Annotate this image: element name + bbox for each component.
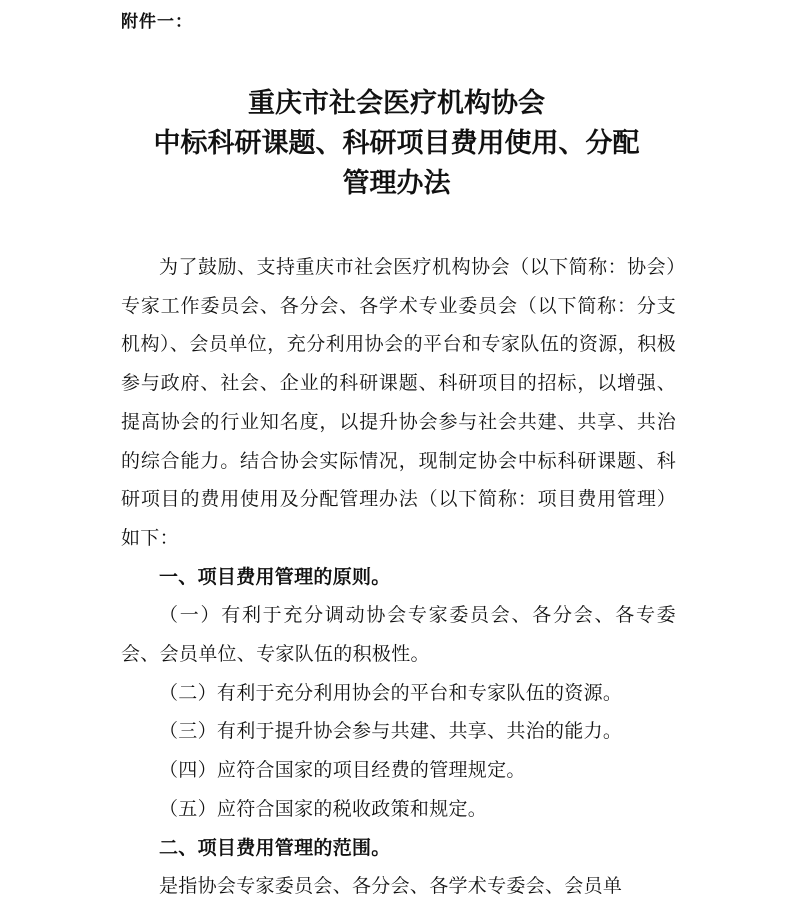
section1-item-1: （一）有利于充分调动协会专家委员会、各分会、各专委会、会员单位、专家队伍的积极性。 <box>121 604 676 666</box>
section2-heading: 二、项目费用管理的范围。 <box>159 836 391 859</box>
document-title-line3: 管理办法 <box>342 168 451 199</box>
section1-heading: 一、项目费用管理的原则。 <box>159 565 391 588</box>
attachment-label: 附件一： <box>121 12 193 32</box>
document-body <box>121 248 676 906</box>
section1-item-2: （二）有利于充分利用协会的平台和专家队伍的资源。 <box>159 681 623 704</box>
section2-text: 是指协会专家委员会、各分会、各学术专委会、会员单 <box>159 875 623 898</box>
section1-item-5: （五）应符合国家的税收政策和规定。 <box>159 797 488 820</box>
section1-item-3: （三）有利于提升协会参与共建、共享、共治的能力。 <box>159 720 623 743</box>
section1-item-4: （四）应符合国家的项目经费的管理规定。 <box>159 759 526 782</box>
intro-paragraph: 为了鼓励、支持重庆市社会医疗机构协会（以下简称：协会）专家工作委员会、各分会、各学术专业委员会（以下简称：分支机构）、会员单位，充分利用协会的平台和专家队伍的资源，积极参与政府、社会、企业的科研课题、科研项目的招标，以增强、提高协会的行业知名度，以提升协会参与社会共建、共享、共治的综合能力。结合协会实际情况，现制定协会中标科研课题、科研项目的费用使用及分配管理办法（以下简称：项目费用管理）如下： <box>121 256 676 549</box>
document-title-line2: 中标科研课题、科研项目费用使用、分配 <box>153 128 640 159</box>
document-title-line1: 重庆市社会医疗机构协会 <box>248 88 545 119</box>
